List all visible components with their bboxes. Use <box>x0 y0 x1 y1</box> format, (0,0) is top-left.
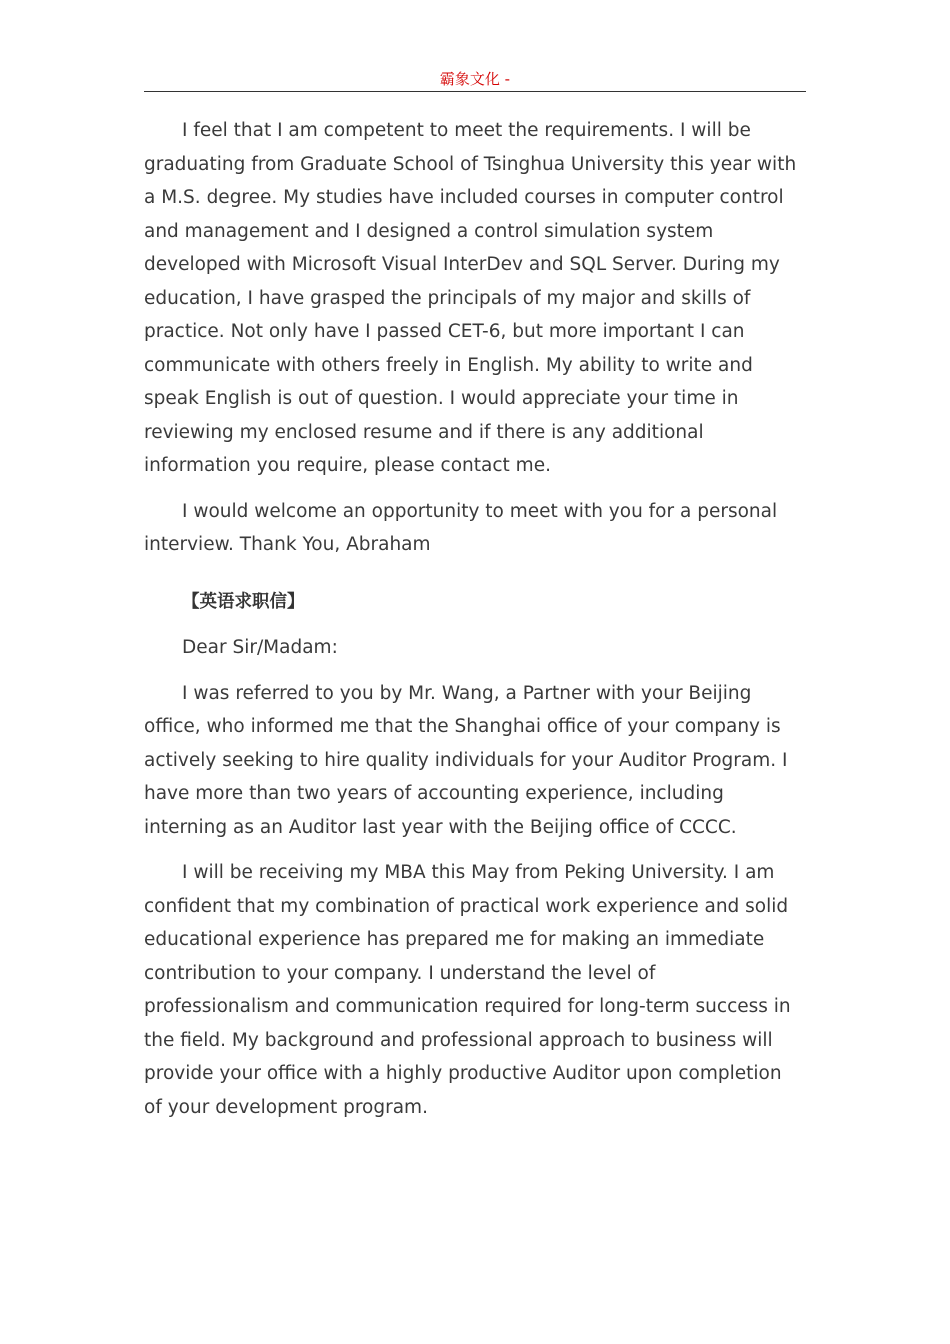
header-text: 霸象文化 - <box>439 70 511 88</box>
paragraph-referral: I was referred to you by Mr. Wang, a Partner with your Beijing office, who informed me that the Shanghai office of your company is actively seeking to hire quality individuals for your Auditor Program. I have more than two years of accounting experience, including interning as an Auditor last year with the Beijing office of CCCC. <box>144 682 788 838</box>
paragraph-interview-request: I would welcome an opportunity to meet with you for a personal interview. Thank You, Abraham <box>144 500 778 555</box>
paragraph-competence: I feel that I am competent to meet the requirements. I will be graduating from Graduate School of Tsinghua University this year with a M.S. degree. My studies have included courses in computer control and management and I designed a control simulation system developed with Microsoft Visual InterDev and SQL Server. During my education, I have grasped the principals of my major and skills of practice. Not only have I passed CET-6, but more important I can communicate with others freely in English. My ability to write and speak English is out of question. I would appreciate your time in reviewing my enclosed resume and if there is any additional information you require, please contact me. <box>144 120 797 476</box>
paragraph-mba: I will be receiving my MBA this May from Peking University. I am confident that my combination of practical work experience and solid educational experience has prepared me for making an immediate contribution to your company. I understand the level of professionalism and communication required for long-term success in the field. My background and professional approach to business will provide your office with a highly productive Auditor upon completion of your development program. <box>144 862 791 1118</box>
document-body <box>144 114 804 1136</box>
section-heading: 【英语求职信】 <box>182 591 305 612</box>
page-header <box>144 67 806 92</box>
salutation: Dear Sir/Madam: <box>182 637 338 658</box>
